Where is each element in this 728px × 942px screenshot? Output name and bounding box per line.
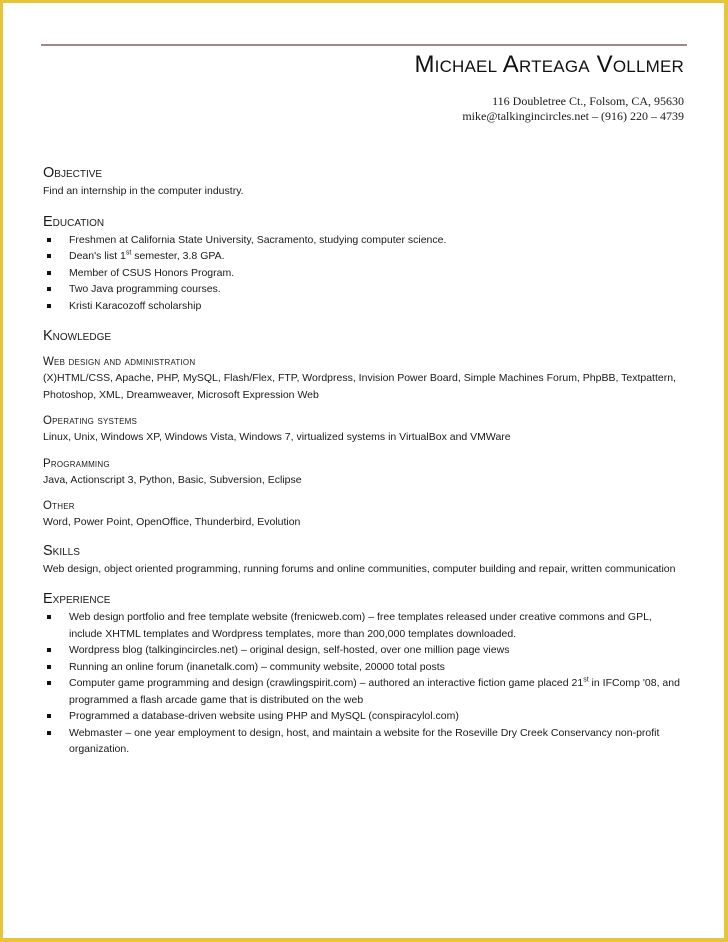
- knowledge-group-title: Operating systems: [43, 415, 138, 427]
- email-phone: mike@talkingincircles.net – (916) 220 – 4739: [462, 109, 684, 123]
- knowledge-group: [43, 456, 688, 499]
- knowledge-group-text: Linux, Unix, Windows XP, Windows Vista, Windows 7, virtualized systems in VirtualBox and VMWare: [43, 431, 511, 443]
- knowledge-group: [43, 498, 688, 541]
- objective-text: Find an internship in the computer industry.: [43, 185, 244, 197]
- experience-item: Programmed a database-driven website using PHP and MySQL (conspiracylol.com): [43, 708, 688, 725]
- knowledge-group-title: Other: [43, 500, 75, 512]
- experience-item: Wordpress blog (talkingincircles.net) – original design, self-hosted, over one million page views: [43, 642, 688, 659]
- skills-heading: Skills: [43, 542, 80, 559]
- education-list: [43, 232, 688, 315]
- header-rule: [41, 44, 687, 46]
- knowledge-group-text: (X)HTML/CSS, Apache, PHP, MySQL, Flash/Flex, FTP, Wordpress, Invision Power Board, Simple Machines Forum, PhpBB, Textpattern, Photoshop, XML, Dreamweaver, Microsoft Expression Web: [43, 372, 676, 401]
- objective-section: [43, 163, 688, 200]
- education-item: Two Java programming courses.: [43, 281, 688, 298]
- knowledge-group: [43, 354, 688, 413]
- knowledge-group-title: Web design and administration: [43, 356, 196, 368]
- experience-item: Web design portfolio and free template website (frenicweb.com) – free templates released under creative commons and GPL, include XHTML templates and Wordpress templates, more than 200,000 templates downloaded.: [43, 609, 688, 642]
- resume-page: [3, 3, 724, 938]
- candidate-name: Michael Arteaga Vollmer: [414, 51, 684, 78]
- education-item: Kristi Karacozoff scholarship: [43, 298, 688, 315]
- knowledge-group-text: Java, Actionscript 3, Python, Basic, Subversion, Eclipse: [43, 473, 302, 486]
- contact-block: [462, 94, 684, 124]
- experience-heading: Experience: [43, 591, 111, 607]
- knowledge-groups: [43, 354, 688, 541]
- knowledge-group-text: Word, Power Point, OpenOffice, Thunderbird, Evolution: [43, 516, 301, 528]
- education-section: [43, 212, 688, 315]
- experience-section: [43, 589, 688, 758]
- skills-text: Web design, object oriented programming, running forums and online communities, computer building and repair, written communication: [43, 562, 676, 575]
- education-item: Freshmen at California State University, Sacramento, studying computer science.: [43, 232, 688, 249]
- knowledge-group-title: Programming: [43, 457, 110, 470]
- experience-item: Computer game programming and design (crawlingspirit.com) – authored an interactive fiction game placed 21st in IFComp '08, and programmed a flash arcade game that is distributed on the web: [43, 675, 688, 708]
- education-item: Dean's list 1st semester, 3.8 GPA.: [43, 248, 688, 265]
- experience-item: Running an online forum (inanetalk.com) – community website, 20000 total posts: [43, 659, 688, 676]
- experience-item: Webmaster – one year employment to design, host, and maintain a website for the Roseville Dry Creek Conservancy non-profit organization.: [43, 725, 688, 758]
- skills-section: [43, 541, 688, 578]
- education-heading: Education: [43, 213, 105, 230]
- address: 116 Doubletree Ct., Folsom, CA, 95630: [492, 94, 684, 108]
- objective-heading: Objective: [43, 165, 103, 181]
- knowledge-group: [43, 413, 688, 456]
- resume-content: [43, 163, 688, 758]
- knowledge-heading: Knowledge: [43, 328, 112, 344]
- experience-list: [43, 609, 688, 758]
- education-item: Member of CSUS Honors Program.: [43, 265, 688, 282]
- knowledge-section: [43, 326, 688, 541]
